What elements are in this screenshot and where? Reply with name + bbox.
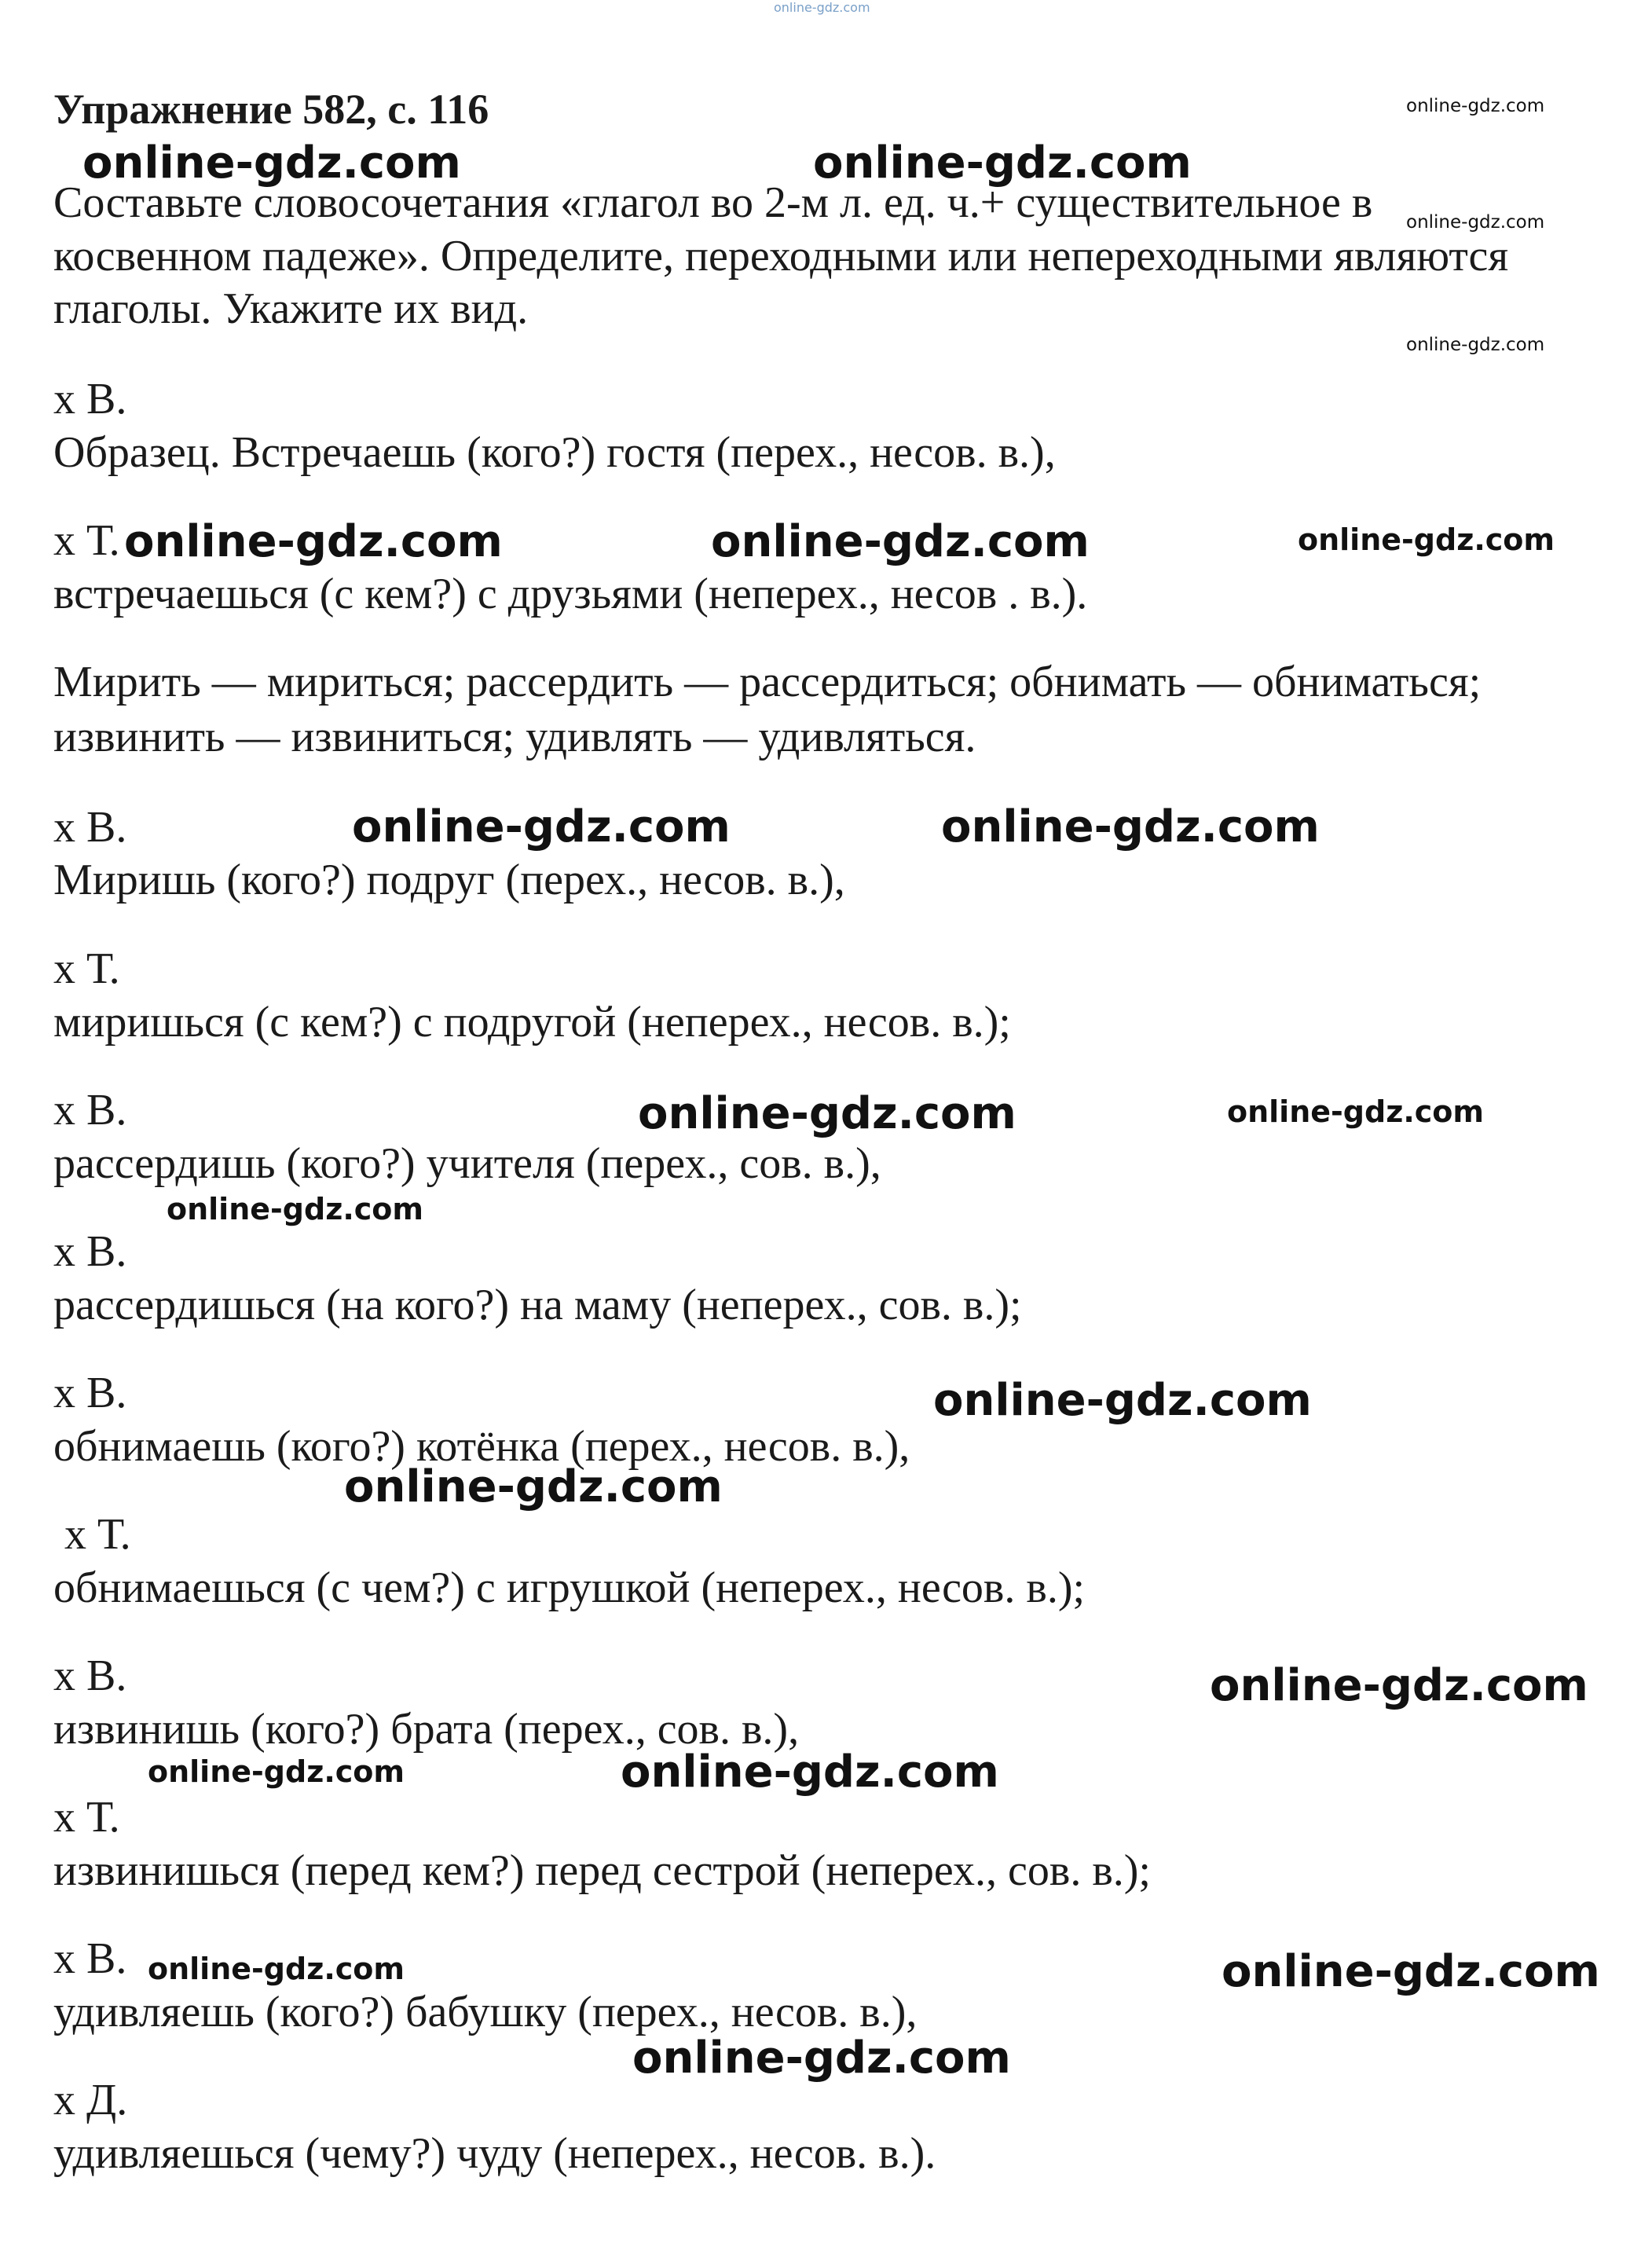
answer-line: удивляешься (чему?) чуду (неперех., несов. в.). (53, 2129, 936, 2178)
watermark: online-gdz.com (167, 1192, 423, 1226)
answer-line: обнимаешься (с чем?) с игрушкой (неперех., несов. в.); (53, 1563, 1086, 1612)
watermark: online-gdz.com (933, 1375, 1312, 1426)
answer-case: х В. (53, 803, 127, 852)
watermark: online-gdz.com (813, 137, 1192, 189)
watermark: online-gdz.com (1298, 522, 1555, 557)
answer-case: х В. (53, 1934, 127, 1983)
sample-line-2: встречаешься (с кем?) с друзьями (неперех., несов . в.). (53, 570, 1088, 618)
answer-line: рассердишь (кого?) учителя (перех., сов. в.), (53, 1139, 881, 1188)
answer-line: извинишься (перед кем?) перед сестрой (неперех., сов. в.); (53, 1846, 1151, 1895)
answer-line: рассердишься (на кого?) на маму (неперех., сов. в.); (53, 1281, 1022, 1329)
watermark: online-gdz.com (1222, 1946, 1600, 1997)
watermark: online-gdz.com (344, 1461, 723, 1512)
watermark: online-gdz.com (1406, 335, 1545, 355)
watermark: online-gdz.com (1227, 1094, 1484, 1129)
watermark: online-gdz.com (638, 1088, 1016, 1139)
answer-case: х В. (53, 1651, 127, 1700)
answer-case: х Т. (53, 1510, 131, 1559)
answer-case: х В. (53, 1369, 127, 1417)
watermark: online-gdz.com (82, 137, 461, 189)
watermark: online-gdz.com (621, 1747, 999, 1798)
watermark: online-gdz.com (941, 801, 1320, 852)
watermark: online-gdz.com (1406, 96, 1545, 116)
sample-line-1: Образец. Встречаешь (кого?) гостя (перех., несов. в.), (53, 428, 1056, 477)
pairs-line-1: Мирить — мириться; рассердить — рассердиться; обнимать — обниматься; (53, 658, 1482, 706)
watermark: online-gdz.com (352, 801, 731, 852)
sample-case-1: х В. (53, 375, 127, 423)
task-line-3: глаголы. Укажите их вид. (53, 284, 529, 333)
answer-case: х Т. (53, 1793, 120, 1842)
answer-line: удивляешь (кого?) бабушку (перех., несов. в.), (53, 1988, 918, 2036)
task-line-2: косвенном падеже». Определите, переходными или непереходными являются (53, 232, 1509, 280)
task-line-1: Составьте словосочетания «глагол во 2-м л. ед. ч.+ существительное в (53, 178, 1373, 227)
sample-case-2: х Т. (53, 516, 120, 565)
watermark: online-gdz.com (124, 516, 503, 567)
watermark: online-gdz.com (711, 516, 1090, 567)
answer-line: миришься (с кем?) с подругой (неперех., несов. в.); (53, 998, 1011, 1047)
watermark: online-gdz.com (1210, 1660, 1588, 1711)
pairs-line-2: извинить — извиниться; удивлять — удивляться. (53, 713, 976, 761)
watermark: online-gdz.com (1406, 212, 1545, 233)
watermark: online-gdz.com (632, 2033, 1011, 2084)
answer-line: обнимаешь (кого?) котёнка (перех., несов. в.), (53, 1422, 910, 1471)
answer-case: х В. (53, 1227, 127, 1276)
watermark: online-gdz.com (148, 1754, 405, 1789)
answer-line: извинишь (кого?) брата (перех., сов. в.), (53, 1705, 800, 1754)
answer-case: х В. (53, 1086, 127, 1134)
top-watermark: online-gdz.com (774, 0, 870, 15)
answer-case: х Т. (53, 944, 120, 993)
answer-case: х Д. (53, 2076, 128, 2124)
exercise-title: Упражнение 582, с. 116 (53, 86, 489, 133)
watermark: online-gdz.com (148, 1952, 405, 1986)
answer-line: Миришь (кого?) подруг (перех., несов. в.), (53, 856, 845, 904)
